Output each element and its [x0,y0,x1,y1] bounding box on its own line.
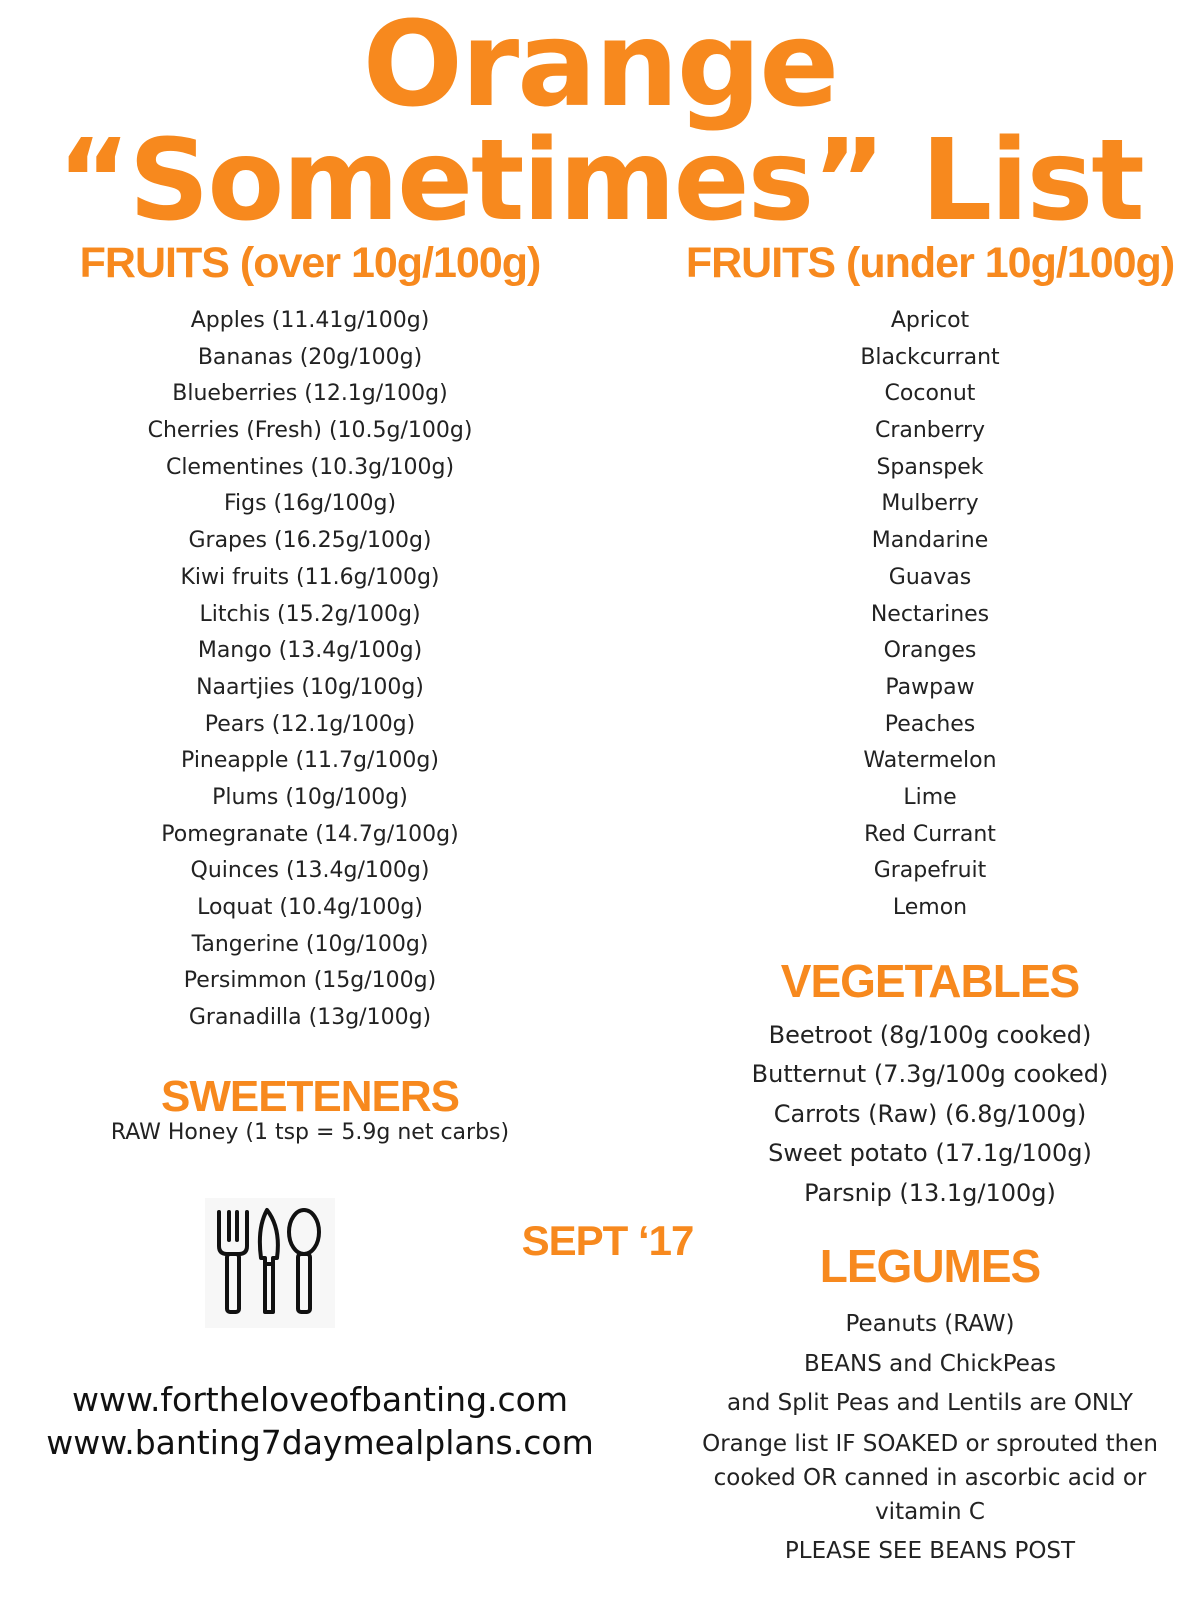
list-item: Carrots (Raw) (6.8g/100g) [773,1099,1087,1128]
website-link[interactable]: www.fortheloveofbanting.com [72,1380,568,1419]
list-item: Spanspek [876,454,984,480]
fruits-over-heading: FRUITS (over 10g/100g) [79,239,541,287]
list-item: Quinces (13.4g/100g) [190,858,430,884]
website-link[interactable]: www.banting7daymealplans.com [46,1423,594,1462]
list-item: Oranges [883,638,977,664]
list-item: Clementines (10.3g/100g) [165,454,455,480]
list-item: BEANS and ChickPeas [803,1350,1056,1377]
vegetables-heading: VEGETABLES [780,955,1080,1007]
list-item: Nectarines [870,601,990,627]
list-item: Pineapple (11.7g/100g) [181,748,439,774]
list-item: Guavas [888,564,972,590]
fruits-under-heading: FRUITS (under 10g/100g) [685,239,1175,287]
vegetables-list [680,1016,1180,1213]
fruits-over-list [60,303,560,1037]
list-item: Coconut [884,381,976,407]
list-item: Orange list IF SOAKED or sprouted then cooked OR canned in ascorbic acid or vitamin C [702,1430,1158,1525]
cutlery-icon [205,1198,335,1328]
list-item: Blueberries (12.1g/100g) [172,381,448,407]
list-item: Mandarine [871,528,989,554]
list-item: Lime [903,784,957,810]
list-item: Beetroot (8g/100g cooked) [768,1021,1092,1049]
list-item: Cherries (Fresh) (10.5g/100g) [147,418,473,444]
list-item: Blackcurrant [860,344,1000,370]
list-item: Litchis (15.2g/100g) [199,601,421,627]
list-item: PLEASE SEE BEANS POST [784,1537,1076,1564]
list-item: Mango (13.4g/100g) [197,638,423,664]
list-item: Mulberry [881,491,979,517]
list-item: Lemon [892,895,968,920]
list-item: Pawpaw [885,674,975,700]
list-item: Watermelon [863,748,997,774]
list-item: Pomegranate (14.7g/100g) [161,821,459,847]
list-item: Granadilla (13g/100g) [188,1005,432,1031]
legumes-list [680,1305,1180,1571]
list-item: Grapefruit [873,858,987,884]
list-item: Tangerine (10g/100g) [191,931,429,957]
sweeteners-heading: SWEETENERS [160,1072,460,1121]
list-item: Parsnip (13.1g/100g) [804,1178,1056,1207]
list-item: Loquat (10.4g/100g) [197,895,423,920]
sweeteners-text: RAW Honey (1 tsp = 5.9g net carbs) [110,1120,510,1145]
title-line-2: “Sometimes” List [57,116,1143,246]
list-item: Figs (16g/100g) [223,491,397,517]
list-item: Apricot [890,308,970,333]
list-item: Red Currant [864,821,996,847]
list-item: Grapes (16.25g/100g) [188,528,432,554]
list-item: Sweet potato (17.1g/100g) [768,1139,1092,1168]
list-item: Peanuts (RAW) [845,1311,1015,1337]
list-item: Butternut (7.3g/100g cooked) [751,1060,1109,1089]
list-item: Bananas (20g/100g) [197,344,423,370]
legumes-heading: LEGUMES [819,1240,1041,1292]
list-item: Cranberry [874,418,986,444]
list-item: Persimmon (15g/100g) [183,968,437,994]
fruits-under-list [680,303,1180,927]
date-label: SEPT ‘17 [521,1217,694,1264]
title-line-1: Orange [362,0,838,133]
list-item: and Split Peas and Lentils are ONLY [727,1390,1133,1416]
list-item: Apples (11.41g/100g) [190,308,430,333]
list-item: Naartjies (10g/100g) [196,674,424,700]
list-item: Kiwi fruits (11.6g/100g) [180,564,440,590]
list-item: Pears (12.1g/100g) [204,711,416,737]
list-item: Plums (10g/100g) [212,784,408,810]
list-item: Peaches [884,711,976,737]
